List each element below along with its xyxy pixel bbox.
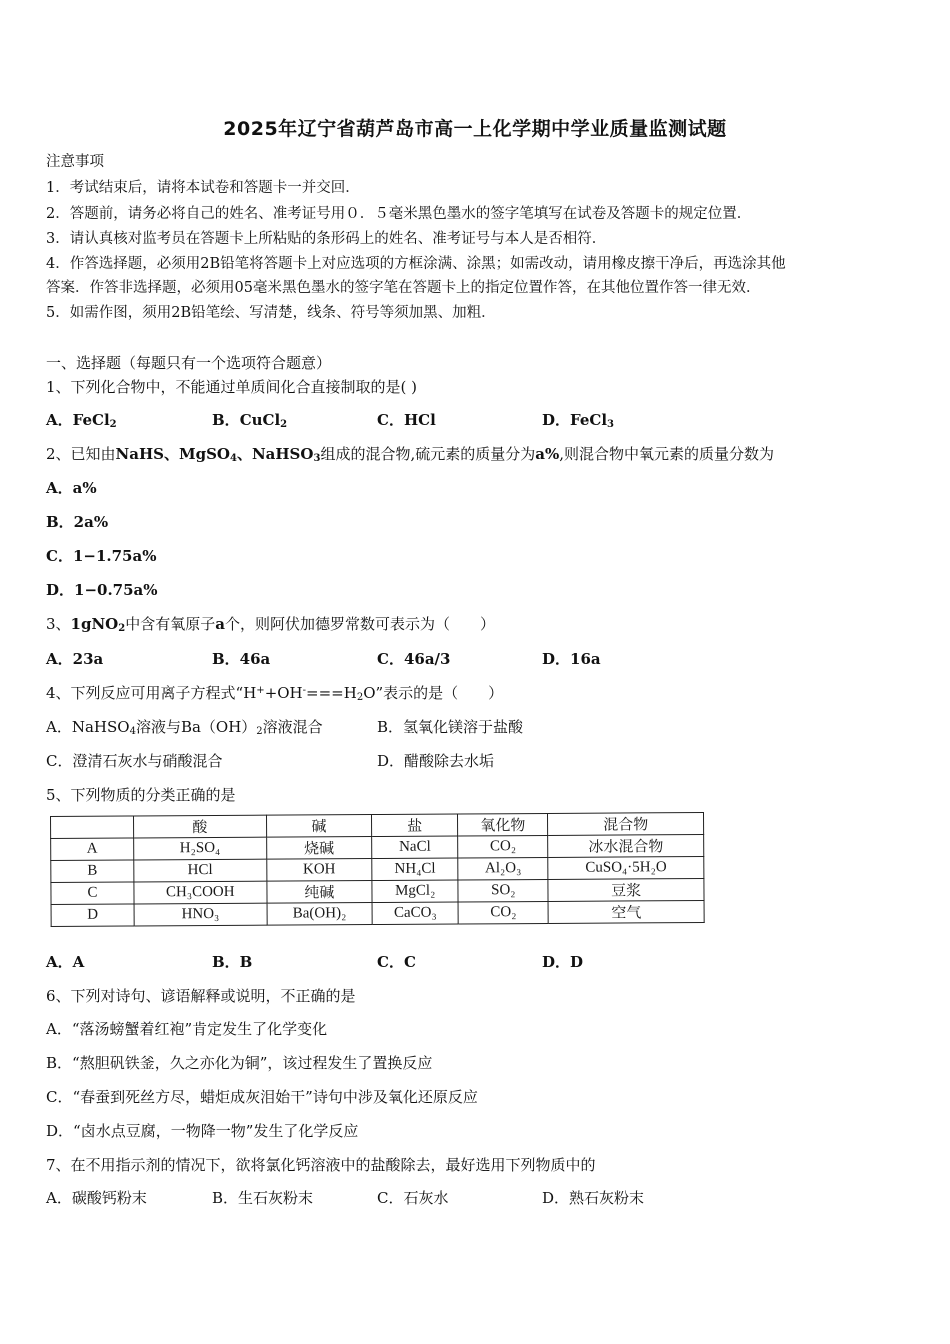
q1-option-b-sub: 2	[280, 419, 288, 430]
q2-option-d[interactable]: D．1−0.75a%	[46, 581, 158, 599]
q4-option-a-mid: 溶液与Ba（OH）	[135, 718, 257, 736]
q6-option-c[interactable]: C．“春蚕到死丝方尽，蜡炬成灰泪始干”诗句中涉及氧化还原反应	[46, 1088, 478, 1106]
q3-option-d[interactable]: D．16a	[542, 650, 601, 668]
q3-text-2: 个，则阿伏加德罗常数可表示为（ ）	[224, 615, 495, 633]
classification-table	[50, 812, 705, 927]
q1-option-c-label: C．	[377, 411, 404, 429]
table-header-cell: 盐	[372, 814, 458, 837]
table-cell: NaCl	[372, 836, 458, 859]
q2-text-1: 组成的混合物,硫元素的质量分为	[320, 445, 536, 463]
table-cell: MgCl₂	[372, 880, 458, 903]
q3-stem	[46, 614, 495, 634]
q1-option-a[interactable]	[46, 410, 117, 430]
q1-option-d-sub: 3	[607, 419, 614, 430]
table-header-cell: 酸	[134, 815, 267, 838]
notice-item-2: 2．答题前，请务必将自己的姓名、准考证号用０．５毫米黑色墨水的签字笔填写在试卷及答题卡的规定位置．	[46, 206, 752, 222]
q3-text-1: 中含有氧原子	[125, 615, 216, 633]
q3-option-a[interactable]: A．23a	[46, 650, 104, 668]
notice-item-1: 1．考试结束后，请将本试卷和答题卡一并交回．	[46, 180, 360, 196]
q3-option-b[interactable]: B．46a	[212, 650, 271, 668]
q1-option-b-text: CuCl	[239, 411, 281, 429]
section-heading: 一、选择题（每题只有一个选项符合题意）	[46, 354, 332, 372]
q1-option-d[interactable]	[542, 410, 614, 430]
q4-option-a-sub2: 2	[256, 726, 263, 737]
q6-option-a[interactable]: A．“落汤螃蟹着红袍”肯定发生了化学变化	[46, 1020, 328, 1038]
table-cell: H₂SO₄	[134, 837, 267, 860]
notice-heading: 注意事项	[46, 154, 104, 170]
q5-option-a[interactable]: A．A	[46, 953, 85, 971]
table-header-cell	[51, 816, 134, 839]
table-cell: 空气	[548, 901, 704, 924]
q1-option-d-text: FeCl	[570, 411, 608, 429]
q2-formula-2-sub: 3	[313, 453, 321, 464]
q2-stem	[46, 444, 774, 464]
q4-sup-plus: +	[256, 685, 265, 696]
table-header-row	[51, 813, 704, 839]
q2-number: 2、已知由	[46, 445, 116, 463]
q2-variable: a%	[535, 445, 560, 463]
table-cell: B	[51, 860, 134, 883]
table-cell: 豆浆	[548, 879, 704, 902]
q1-option-c-text: HCl	[403, 411, 436, 429]
q3-number: 3、	[46, 615, 71, 633]
q4-text-mid2: ===H	[306, 684, 357, 702]
notice-item-4: 4．作答选择题，必须用2B铅笔将答题卡上对应选项的方框涂满、涂黑；如需改动，请用橡皮擦干净后，再选涂其他	[46, 256, 786, 272]
q2-option-c[interactable]: C．1−1.75a%	[46, 547, 157, 565]
q2-option-b[interactable]: B．2a%	[46, 513, 109, 531]
q4-option-c[interactable]: C．澄清石灰水与硝酸混合	[46, 752, 223, 770]
table-row	[51, 835, 704, 861]
q1-option-d-label: D．	[542, 411, 571, 429]
q4-option-a-sub1: 4	[129, 726, 136, 737]
table-cell: CuSO₄·5H₂O	[548, 857, 704, 880]
table-cell: CO₂	[458, 901, 548, 924]
q3-formula: 1gNO	[70, 615, 119, 633]
q7-option-c[interactable]: C．石灰水	[377, 1189, 449, 1207]
table-cell: 纯碱	[267, 881, 373, 904]
q4-option-b[interactable]: B．氢氧化镁溶于盐酸	[377, 718, 524, 736]
q4-text-pre: 4、下列反应可用离子方程式“H	[46, 684, 257, 702]
q2-formula-1-sub: 4	[229, 453, 237, 464]
q1-option-c[interactable]	[377, 410, 436, 430]
q2-text-2: ,则混合物中氧元素的质量分数为	[559, 445, 774, 463]
table-cell: Ba(OH)₂	[267, 903, 373, 926]
table-header-cell: 碱	[266, 815, 372, 838]
table-header-cell: 混合物	[548, 813, 704, 836]
notice-item-5: 5．如需作图，须用2B铅笔绘、写清楚，线条、符号等须加黑、加粗．	[46, 305, 496, 321]
q4-option-d[interactable]: D．醋酸除去水垢	[377, 752, 495, 770]
q7-stem: 7、在不用指示剂的情况下，欲将氯化钙溶液中的盐酸除去，最好选用下列物质中的	[46, 1156, 596, 1174]
q4-text-mid1: +OH	[264, 684, 303, 702]
q6-option-b[interactable]: B．“熬胆矾铁釜，久之亦化为铜”，该过程发生了置换反应	[46, 1054, 433, 1072]
q4-text-post: O”表示的是（ ）	[363, 684, 504, 702]
q1-option-a-label: A．	[46, 411, 73, 429]
table-cell: C	[51, 882, 134, 905]
table-cell: CO₂	[458, 835, 548, 858]
q1-option-b-label: B．	[212, 411, 240, 429]
q5-option-c[interactable]: C．C	[377, 953, 416, 971]
q1-stem: 1、下列化合物中，不能通过单质间化合直接制取的是( )	[46, 378, 418, 396]
notice-item-3: 3．请认真核对监考员在答题卡上所粘贴的条形码上的姓名、准考证号与本人是否相符．	[46, 231, 607, 247]
q2-formula-2: 、NaHSO	[236, 445, 314, 463]
q7-option-b[interactable]: B．生石灰粉末	[212, 1189, 314, 1207]
q2-option-a[interactable]: A．a%	[46, 479, 97, 497]
table-cell: NH₄Cl	[372, 858, 458, 881]
q1-option-b[interactable]	[212, 410, 287, 430]
table-cell: KOH	[266, 859, 372, 882]
table-cell: 烧碱	[266, 837, 372, 860]
page-title: 2025年辽宁省葫芦岛市高一上化学期中学业质量监测试题	[223, 118, 727, 140]
q1-option-a-sub: 2	[109, 419, 117, 430]
q4-sup-minus: -	[302, 685, 307, 696]
q5-option-d[interactable]: D．D	[542, 953, 584, 971]
q7-option-a[interactable]: A．碳酸钙粉末	[46, 1189, 147, 1207]
table-cell: Al₂O₃	[458, 857, 548, 880]
table-cell: SO₂	[458, 879, 548, 902]
q5-option-b[interactable]: B．B	[212, 953, 253, 971]
q2-formula-1: NaHS、MgSO	[115, 445, 230, 463]
q3-option-c[interactable]: C．46a/3	[377, 650, 451, 668]
q3-formula-sub: 2	[118, 623, 126, 634]
q7-option-d[interactable]: D．熟石灰粉末	[542, 1189, 645, 1207]
table-cell: CH₃COOH	[134, 881, 267, 904]
q4-stem	[46, 683, 503, 703]
q4-sub-2: 2	[356, 692, 364, 703]
table-cell: HNO₃	[134, 903, 267, 926]
table-row	[51, 901, 704, 927]
table-cell: 冰水混合物	[548, 835, 704, 858]
table-cell: D	[51, 904, 134, 927]
q3-variable: a	[215, 615, 225, 633]
q4-option-a[interactable]	[46, 717, 323, 737]
q5-stem: 5、下列物质的分类正确的是	[46, 786, 236, 804]
q6-option-d[interactable]: D．“卤水点豆腐，一物降一物”发生了化学反应	[46, 1122, 359, 1140]
table-cell: HCl	[134, 859, 267, 882]
q4-option-a-pre: A．NaHSO	[46, 718, 130, 736]
q4-option-a-post: 溶液混合	[262, 718, 323, 736]
table-cell: CaCO₃	[372, 902, 458, 925]
q6-stem: 6、下列对诗句、谚语解释或说明，不正确的是	[46, 987, 356, 1005]
q1-option-a-text: FeCl	[72, 411, 110, 429]
table-header-cell: 氧化物	[458, 813, 548, 836]
table-cell: A	[51, 838, 134, 861]
notice-item-4-cont: 答案．作答非选择题，必须用05毫米黑色墨水的签字笔在答题卡上的指定位置作答，在其他位置作答一律无效．	[46, 280, 761, 296]
